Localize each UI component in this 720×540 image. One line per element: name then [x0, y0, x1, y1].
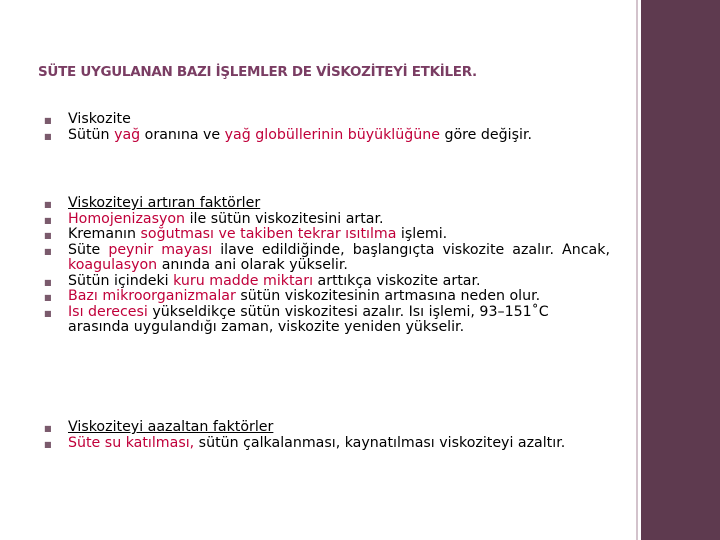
bullet-icon: ■ [44, 439, 52, 449]
section-heading-decrease: Viskoziteyi aazaltan faktörler [68, 419, 274, 435]
list-item: ■ Bazı mikroorganizmalar sütün viskozitesinin artmasına neden olur. [44, 288, 541, 304]
bullet-group-increasing-factors [44, 196, 610, 336]
section-heading-increase: Viskoziteyi artıran faktörler [68, 195, 261, 211]
bullet-icon: ■ [44, 131, 52, 141]
list-item: ■ Süte peynir mayası ilave edildiğinde, başlangıçta viskozite azalır. Ancak, koagulasyon anında ani olarak yükselir. [44, 241, 610, 273]
list-item: ■ Viskozite [44, 111, 131, 127]
bullet-group-decreasing-factors [44, 420, 610, 451]
bullet-icon: ■ [44, 200, 52, 209]
side-divider-line [636, 0, 638, 540]
slide-title: SÜTE UYGULANAN BAZI İŞLEMLER DE VİSKOZİTEYİ ETKİLER. [38, 64, 477, 80]
list-item [44, 196, 610, 212]
list-item: ■ Sütün yağ oranına ve yağ globüllerinin büyüklüğüne göre değişir. [44, 126, 532, 143]
bullet-icon: ■ [44, 424, 52, 433]
bullet-icon: ■ [44, 246, 52, 256]
list-item [44, 420, 610, 436]
list-item: ■ Homojenizasyon ile sütün viskozitesini artar. [44, 210, 384, 227]
bullet-icon: ■ [44, 116, 52, 125]
list-item: ■ Süte su katılması, sütün çalkalanması, kaynatılması viskoziteyi azaltır. [44, 434, 566, 451]
side-decor-panel [641, 0, 720, 540]
bullet-icon: ■ [44, 215, 52, 225]
bullet-icon: ■ [44, 231, 52, 240]
bullet-icon: ■ [44, 277, 52, 287]
bullet-group-viscosity [44, 112, 610, 143]
bullet-icon: ■ [44, 308, 52, 318]
list-item: ■ Isı derecesi yükseldikçe sütün viskozitesi azalır. Isı işlemi, 93–151˚C arasında uygulandığı zaman, viskozite yeniden yükselir. [44, 303, 549, 335]
list-item: ■ Sütün içindeki kuru madde miktarı arttıkça viskozite artar. [44, 272, 481, 289]
bullet-icon: ■ [44, 293, 52, 302]
list-item: ■ Kremanın soğutması ve takiben tekrar ısıtılma işlemi. [44, 226, 448, 242]
